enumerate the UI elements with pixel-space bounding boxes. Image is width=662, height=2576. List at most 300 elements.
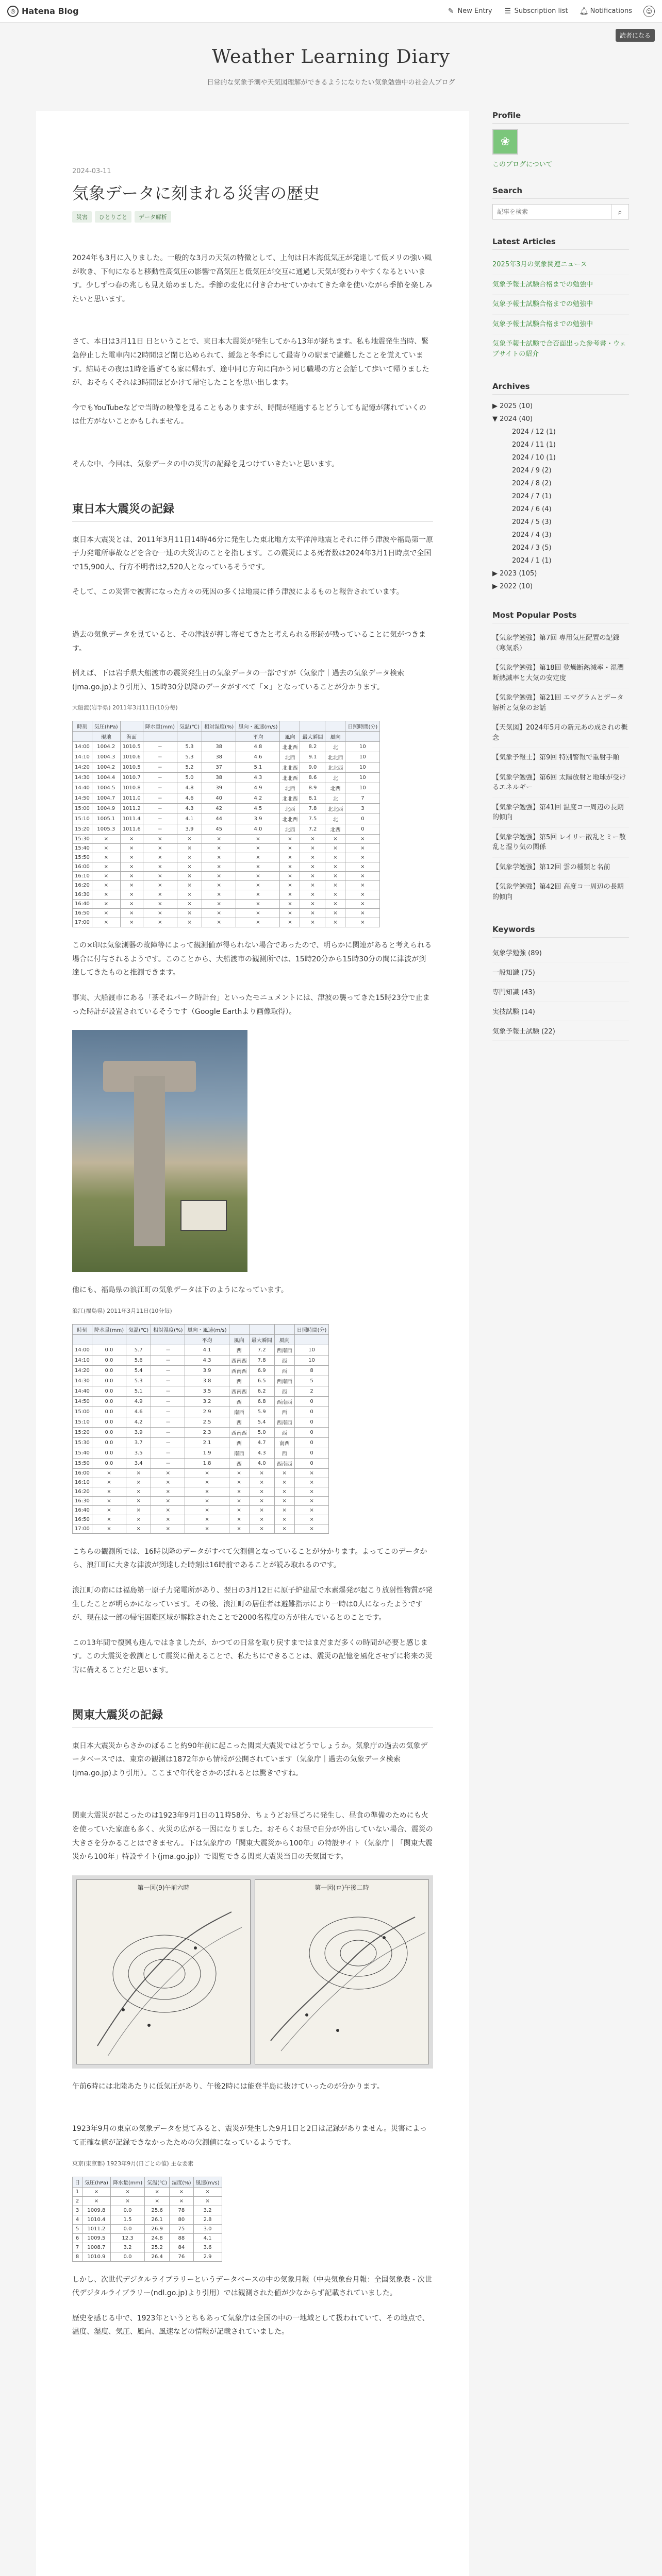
popular-post-link[interactable]: 【気象学勉強】第42回 高度コ一周辺の長期的傾向: [492, 877, 629, 907]
widget-title: Archives: [492, 382, 629, 395]
table-cell: ×: [120, 890, 143, 900]
table-cell: 6: [73, 2233, 82, 2243]
table-cell: ×: [325, 909, 345, 918]
table-cell: 76: [170, 2252, 193, 2261]
table-cell: ×: [300, 900, 325, 909]
table-cell: 7.2: [249, 1345, 274, 1355]
table-cell: 5.3: [177, 752, 202, 762]
table-cell: ×: [110, 2187, 144, 2196]
table-row: [73, 1478, 329, 1487]
table-cell: ×: [143, 853, 177, 862]
table-cell: ×: [325, 918, 345, 927]
table-header-cell: 最大瞬間: [300, 732, 325, 742]
table-cell: 西南西: [229, 1365, 249, 1376]
table-cell: ×: [185, 1515, 229, 1524]
table-cell: 15:20: [73, 824, 92, 835]
table-cell: ×: [177, 862, 202, 872]
table-cell: --: [143, 742, 177, 752]
popular-list: [492, 629, 629, 907]
archive-item[interactable]: ▶ 2023 (105): [492, 570, 537, 578]
table-cell: 14:20: [73, 1365, 92, 1376]
table-cell: 西: [229, 1345, 249, 1355]
table-header-cell: 気温(℃): [177, 721, 202, 732]
section-paragraph: 午前6時には北陸あたりに低気圧があり、午後2時には能登半島に抜けていったのが分かります。: [72, 2082, 384, 2091]
section-paragraph: 事実、大船渡市にある「茶そねパーク時計台」といったモニュメントには、津波の襲ってきた15時23分で止まった時計が設置されているそうです（Google Earthより画像取得）。: [72, 994, 430, 1016]
table-cell: 14:10: [73, 752, 92, 762]
table-cell: 1.8: [185, 1458, 229, 1468]
table-cell: 3.5: [126, 1448, 151, 1458]
table-cell: 12.3: [110, 2233, 144, 2243]
table-cell: 2.5: [185, 1417, 229, 1427]
notifications-link[interactable]: [580, 7, 632, 15]
table-cell: ×: [325, 853, 345, 862]
table-cell: 16:20: [73, 1487, 92, 1496]
table-header-cell: 気温(℃): [126, 1324, 151, 1334]
popular-post-link[interactable]: 【気象学勉強】第7回 専用気圧配置の記録（寒気系）: [492, 629, 629, 658]
table-cell: 0.0: [92, 1355, 126, 1365]
search-input[interactable]: [492, 204, 611, 219]
profile-avatar-icon[interactable]: ❀: [492, 129, 518, 155]
table-row: [73, 835, 380, 844]
intro-paragraph: さて、本日は3月11日 日ということで、東日本大震災が発生してから13年が経ちます。私も地震発生当時、緊急停止した電車内に2時間ほど閉じ込められて、緩急と冬季にして最寄りの駅まで避難したことを覚えています。結局その夜は1時を過ぎても家に帰れず、途中同じ方向に向かう同じ職場の方と会話して歩いて帰りましたが、おそらくそれは3時間ほどかけて帰宅したことを思い出します。: [72, 337, 429, 387]
table-cell: --: [151, 1458, 185, 1468]
latest-article-link[interactable]: 気象予報士試験合格までの勉強中: [492, 275, 629, 295]
table-cell: 1004.2: [92, 742, 120, 752]
table-cell: 16:40: [73, 1505, 92, 1515]
table-cell: 10: [345, 783, 380, 793]
table-header-cell: 風向・風速(m/s): [185, 1324, 229, 1334]
latest-article-link[interactable]: 2025年3月の気象関連ニュース: [492, 255, 629, 275]
section-paragraph: この13年間で復興も進んではきましたが、かつての日常を取り戻すまではまだまだ多くの時間が必要と感じます。この大震災を教訓として震災に備えることで、私たちにできることは、震災の記憶を風化させずに将来の災害に備えることだと思います。: [72, 1638, 433, 1674]
table-cell: 北西: [280, 824, 300, 835]
table-cell: 北北西: [280, 762, 300, 773]
new-entry-link[interactable]: [447, 7, 492, 15]
table-cell: 1004.2: [92, 762, 120, 773]
table-cell: ×: [92, 1505, 126, 1515]
table-cell: 0.0: [92, 1427, 126, 1437]
table-cell: ×: [143, 918, 177, 927]
article: [36, 111, 469, 2576]
table-cell: ×: [249, 1487, 274, 1496]
archive-item[interactable]: ▼ 2024 (40): [492, 415, 533, 423]
table-cell: ×: [280, 872, 300, 881]
table-cell: 7: [345, 793, 380, 804]
table-cell: 6.2: [249, 1386, 274, 1396]
table-cell: ×: [82, 2196, 111, 2206]
table-cell: 0: [294, 1406, 329, 1417]
table-header-cell: [177, 732, 202, 742]
table-cell: ×: [92, 1468, 126, 1478]
table-cell: 7: [73, 2243, 82, 2252]
table-cell: --: [143, 793, 177, 804]
table-cell: 4.9: [126, 1396, 151, 1406]
table-header-cell: [202, 732, 236, 742]
table-cell: ×: [345, 918, 380, 927]
table-cell: --: [143, 773, 177, 783]
archive-item[interactable]: 2024 / 7 (1): [512, 493, 552, 500]
popular-post-link[interactable]: 【気象学勉強】第5回 レイリー散乱とミー散乱と湿り気の関係: [492, 828, 629, 858]
popular-post-link[interactable]: 【気象学勉強】第21回 エマグラムとデータ解析と気象のお話: [492, 688, 629, 718]
table-header-cell: 気温(℃): [145, 2177, 170, 2187]
table-cell: 1011.6: [120, 824, 143, 835]
table-cell: ×: [345, 835, 380, 844]
table-cell: 10: [345, 773, 380, 783]
brand-name: Hatena Blog: [22, 6, 79, 16]
table-cell: ×: [185, 1468, 229, 1478]
archive-item[interactable]: 2024 / 5 (3): [512, 518, 552, 526]
table-cell: 15:30: [73, 835, 92, 844]
blog-header: [0, 46, 662, 87]
table-cell: ×: [82, 2187, 111, 2196]
section-paragraph: こちらの観測所では、16時以降のデータがすべて欠測値となっていることが分かります。よってこのデータから、浪江町に大きな津波が到達した時刻は16時前であることが読み取れるのです。: [72, 1547, 427, 1570]
table-header-cell: 現地: [92, 732, 120, 742]
user-menu-icon[interactable]: ☺: [643, 6, 655, 17]
archive-item[interactable]: ▶ 2025 (10): [492, 402, 533, 410]
table-cell: 0: [294, 1396, 329, 1406]
table-cell: 北西: [280, 804, 300, 814]
table-cell: 4.7: [249, 1437, 274, 1448]
table-cell: ×: [177, 872, 202, 881]
table-cell: 7.8: [300, 804, 325, 814]
table-cell: ×: [177, 844, 202, 853]
table-cell: 1004.3: [92, 752, 120, 762]
section-paragraph: 例えば、下は岩手県大船渡市の震災発生日の気象データの一部ですが（気象庁｜過去の気象データ検索(jma.go.jp)より引用）、15時30分以降のデータがすべて「×」となっていることが分かります。: [72, 669, 404, 691]
table-cell: 1010.5: [120, 742, 143, 752]
table-cell: ×: [143, 890, 177, 900]
table-cell: 北西: [280, 783, 300, 793]
table-row: [73, 1496, 329, 1505]
table-cell: ×: [345, 844, 380, 853]
table-cell: ×: [202, 900, 236, 909]
post-tags: [72, 211, 433, 223]
table-header-cell: [294, 1334, 329, 1345]
table-cell: 4.6: [177, 793, 202, 804]
table-cell: 26.4: [145, 2252, 170, 2261]
keyword-link[interactable]: 専門知識 (43): [492, 982, 629, 1002]
popular-post-link[interactable]: 【天気図】2024年5月の新元あの成されの概念: [492, 718, 629, 748]
table-cell: 1010.8: [120, 783, 143, 793]
subscription-list-link[interactable]: [504, 7, 568, 15]
table-row: [73, 742, 380, 752]
table-cell: ×: [236, 881, 280, 890]
table-cell: ×: [185, 1524, 229, 1533]
table-header-row: [73, 732, 380, 742]
table-cell: --: [151, 1376, 185, 1386]
table-cell: ×: [300, 909, 325, 918]
table-cell: 0.0: [92, 1396, 126, 1406]
weather-map-afternoon: [255, 1879, 429, 2064]
table-cell: --: [151, 1386, 185, 1396]
archive-item[interactable]: 2024 / 6 (4): [512, 505, 552, 513]
table-cell: 16:10: [73, 872, 92, 881]
table-header-row: [73, 721, 380, 732]
archive-item[interactable]: 2024 / 3 (5): [512, 544, 552, 552]
section-paragraph: 東日本大震災とは、2011年3月11日14時46分に発生した東北地方太平洋沖地震とそれに伴う津波や福島第一原子力発電所事故などを含む一連の大災害のことを指します。この震災による死者数は2024年3月1日時点で全国で15,900人、行方不明者は2,520人となっているそうです。: [72, 535, 433, 571]
table-cell: ×: [229, 1515, 249, 1524]
table-header-cell: 日照時間(分): [294, 1324, 329, 1334]
table-header-cell: [120, 721, 143, 732]
table-cell: ×: [345, 853, 380, 862]
blog-title[interactable]: Weather Learning Diary: [211, 46, 451, 67]
table-cell: 北北西: [280, 793, 300, 804]
section-paragraph: 歴史を感じる中で、1923年というとちもあって気象庁は全国の中の一地域として扱われていて、その地点で、温度、湿度、気圧、風向、風速などの情報が記載されていました。: [72, 2314, 429, 2336]
table-cell: 4.3: [236, 773, 280, 783]
table-cell: ×: [325, 835, 345, 844]
latest-article-link[interactable]: 気象予報士試験合格までの勉強中: [492, 295, 629, 315]
table-cell: ×: [345, 890, 380, 900]
popular-post-link[interactable]: 【気象学勉強】第6回 太陽放射と地球が受けるエネルギー: [492, 768, 629, 798]
archive-item[interactable]: 2024 / 8 (2): [512, 480, 552, 487]
table-cell: ×: [325, 890, 345, 900]
keyword-link[interactable]: 気象学勉強 (89): [492, 943, 629, 962]
table-cell: ×: [202, 890, 236, 900]
table-cell: 3.5: [185, 1386, 229, 1396]
weather-maps-figure: [72, 1875, 433, 2069]
table-cell: 0.0: [92, 1376, 126, 1386]
table-cell: ×: [202, 918, 236, 927]
table-cell: 3.9: [236, 814, 280, 824]
table-cell: ×: [325, 844, 345, 853]
table-row: [73, 814, 380, 824]
table-cell: ×: [274, 1468, 294, 1478]
table-cell: 0.0: [92, 1406, 126, 1417]
table-row: [73, 1515, 329, 1524]
popular-post-link[interactable]: 【気象予報士】第9回 特別警報で重射手順: [492, 748, 629, 768]
table-header-cell: 風向: [325, 732, 345, 742]
table-cell: 5.3: [126, 1376, 151, 1386]
table-row: [73, 2233, 222, 2243]
table-cell: ×: [280, 900, 300, 909]
table-header-cell: [73, 1334, 92, 1345]
table-cell: ×: [143, 872, 177, 881]
table-cell: 北: [325, 814, 345, 824]
post-date[interactable]: 2024-03-11: [72, 167, 111, 175]
table-cell: ×: [151, 1505, 185, 1515]
keyword-link[interactable]: 実技試験 (14): [492, 1002, 629, 1021]
table-cell: 5.6: [126, 1355, 151, 1365]
table-cell: 15:00: [73, 804, 92, 814]
post-title[interactable]: 気象データに刻まれる災害の歴史: [72, 183, 320, 203]
table-cell: 3.2: [193, 2206, 222, 2215]
table-cell: 4.5: [236, 804, 280, 814]
table-cell: 8.6: [300, 773, 325, 783]
popular-post-link[interactable]: 【気象学勉強】第18回 乾燥断熱減率・湿潤断熱減率と大気の安定度: [492, 658, 629, 688]
latest-article-link[interactable]: 気象予報士試験合格までの勉強中: [492, 315, 629, 335]
search-widget: [492, 186, 629, 219]
table-cell: 4.1: [185, 1345, 229, 1355]
table-cell: ×: [229, 1496, 249, 1505]
table-cell: 0.0: [92, 1345, 126, 1355]
tag-item[interactable]: データ解析: [135, 211, 171, 223]
table-cell: ×: [236, 872, 280, 881]
popular-post-link[interactable]: 【気象学勉強】第12回 雲の種類と名前: [492, 858, 629, 878]
table-cell: ×: [92, 835, 120, 844]
monument-sign: [180, 1200, 227, 1231]
table-cell: 0: [294, 1458, 329, 1468]
table-cell: ×: [145, 2196, 170, 2206]
table-cell: 88: [170, 2233, 193, 2243]
table-cell: 44: [202, 814, 236, 824]
table-cell: --: [151, 1345, 185, 1355]
archive-item[interactable]: 2024 / 12 (1): [512, 428, 556, 436]
table-cell: 1010.7: [120, 773, 143, 783]
table-cell: ×: [151, 1487, 185, 1496]
table-cell: 西: [274, 1406, 294, 1417]
table-cell: 26.1: [145, 2215, 170, 2224]
table-cell: 西: [274, 1386, 294, 1396]
table-cell: 2.1: [185, 1437, 229, 1448]
table-cell: ×: [170, 2187, 193, 2196]
table-cell: 5.2: [177, 762, 202, 773]
table-cell: ×: [170, 2196, 193, 2206]
table-cell: 14:30: [73, 1376, 92, 1386]
table-row: [73, 1396, 329, 1406]
table-cell: --: [151, 1365, 185, 1376]
about-blog-link[interactable]: [492, 159, 629, 168]
archive-item[interactable]: 2024 / 1 (1): [512, 557, 552, 565]
table-row: [73, 2252, 222, 2261]
table-cell: ×: [120, 872, 143, 881]
table-cell: ×: [92, 900, 120, 909]
table-cell: 1011.0: [120, 793, 143, 804]
table-cell: ×: [177, 900, 202, 909]
table-row: [73, 804, 380, 814]
table-cell: ×: [202, 909, 236, 918]
table-cell: --: [143, 752, 177, 762]
table-cell: ×: [126, 1515, 151, 1524]
table-cell: 14:40: [73, 1386, 92, 1396]
table-cell: --: [143, 783, 177, 793]
table-cell: 4.2: [236, 793, 280, 804]
table-header-cell: 風向・風速(m/s): [236, 721, 280, 732]
hatena-logo-icon: ◎: [7, 6, 19, 17]
latest-article-link[interactable]: 気象予報士試験で合否面出った参考書・ウェブサイトの紹介: [492, 334, 629, 364]
table-row: [73, 1524, 329, 1533]
table-cell: 5.4: [126, 1365, 151, 1376]
table-cell: ×: [92, 1496, 126, 1505]
table-cell: 1.5: [110, 2215, 144, 2224]
table-cell: 3.0: [193, 2224, 222, 2233]
table-cell: 37: [202, 762, 236, 773]
table-cell: ×: [249, 1468, 274, 1478]
table-cell: 0.0: [92, 1386, 126, 1396]
table-cell: ×: [151, 1468, 185, 1478]
table-cell: 39: [202, 783, 236, 793]
table-cell: 0: [294, 1417, 329, 1427]
table-cell: 0.0: [110, 2206, 144, 2215]
table-row: [73, 1386, 329, 1396]
table-row: [73, 1427, 329, 1437]
table-cell: ×: [143, 900, 177, 909]
table-cell: 14:00: [73, 1345, 92, 1355]
search-button[interactable]: [611, 204, 629, 219]
table-cell: ×: [193, 2187, 222, 2196]
widget-title: Search: [492, 186, 629, 199]
table-cell: ×: [120, 900, 143, 909]
table-cell: ×: [143, 881, 177, 890]
table-cell: 5.4: [249, 1417, 274, 1427]
table-cell: ×: [202, 853, 236, 862]
table-cell: 西: [229, 1396, 249, 1406]
archives-widget: [492, 382, 629, 593]
table-cell: 8.1: [300, 793, 325, 804]
table-row: [73, 1487, 329, 1496]
table-header-cell: [229, 1324, 249, 1334]
keywords-widget: [492, 925, 629, 1041]
subscribe-button[interactable]: 読者になる: [616, 29, 655, 42]
widget-title: Latest Articles: [492, 237, 629, 250]
table-cell: 西: [229, 1437, 249, 1448]
table-row: [73, 890, 380, 900]
table-cell: 0.0: [92, 1448, 126, 1458]
table-cell: 1010.6: [120, 752, 143, 762]
table-cell: 5.3: [177, 742, 202, 752]
bell-icon: 🔔︎: [579, 7, 589, 15]
table-cell: 3: [345, 804, 380, 814]
keyword-link[interactable]: 一般知識 (75): [492, 962, 629, 982]
table-cell: 3.7: [126, 1437, 151, 1448]
tag-item[interactable]: 災害: [72, 211, 92, 223]
table-cell: ×: [280, 853, 300, 862]
archive-item[interactable]: 2024 / 4 (3): [512, 531, 552, 539]
table-cell: ×: [202, 872, 236, 881]
table-row: [73, 1458, 329, 1468]
table-cell: 4.3: [185, 1355, 229, 1365]
archive-item[interactable]: ▶ 2022 (10): [492, 583, 533, 590]
tag-item[interactable]: ひとりごと: [95, 211, 131, 223]
table-cell: 0.0: [110, 2252, 144, 2261]
table-header-cell: 最大瞬間: [249, 1334, 274, 1345]
table-header-cell: 降水量(mm): [143, 721, 177, 732]
hatena-brand[interactable]: [7, 6, 79, 17]
table-cell: 北西: [325, 824, 345, 835]
intro-paragraph: 今でもYouTubeなどで当時の映像を見ることもありますが、時間が経過するとどうしても記憶が薄れていくのは仕方がないことかもしれません。: [72, 403, 426, 426]
table-cell: 8.2: [300, 742, 325, 752]
table-cell: 1004.5: [92, 783, 120, 793]
table-cell: ×: [274, 1478, 294, 1487]
table-row: [73, 824, 380, 835]
table-cell: 6.8: [249, 1396, 274, 1406]
section-paragraph: 東日本大震災からさかのぼること約90年前に起こった関東大震災ではどうでしょうか。気象庁の過去の気象データベースでは、東京の観測は1872年から情報が公開されています（気象庁｜過去の気象データ検索(jma.go.jp)より引用）。ここまで年代をさかのぼれるとは驚きですね。: [72, 1741, 428, 1777]
table-cell: 10: [345, 762, 380, 773]
table-cell: 16:40: [73, 900, 92, 909]
about-blog-link-text[interactable]: このブログについて: [492, 161, 553, 168]
table-header-cell: [280, 721, 300, 732]
table-header-cell: 風速(m/s): [193, 2177, 222, 2187]
table-cell: ×: [325, 881, 345, 890]
table-cell: ×: [185, 1478, 229, 1487]
table-cell: 10: [345, 742, 380, 752]
popular-post-link[interactable]: 【気象学勉強】第41回 温度コ一周辺の長期的傾向: [492, 798, 629, 828]
table-cell: 1009.5: [82, 2233, 111, 2243]
table-row: [73, 881, 380, 890]
weather-map-morning: [76, 1879, 251, 2064]
table-cell: ×: [345, 862, 380, 872]
table-cell: ×: [126, 1468, 151, 1478]
table-cell: 西南西: [274, 1345, 294, 1355]
section-paragraph: そして、この災害で被害になった方々の死因の多くは地震に伴う津波によるものと報告されています。: [72, 588, 404, 597]
table-cell: ×: [280, 909, 300, 918]
table-cell: ×: [202, 862, 236, 872]
section-paragraph: 1923年9月の東京の気象データを見てみると、震災が発生した9月1日と2日は記録がありません。災害によって正確な値が記録できなかったための欠測値になっているようです。: [72, 2125, 427, 2147]
table-caption: 東京(東京都) 1923年9月(日ごとの値) 主な要素: [72, 2160, 194, 2167]
archive-item[interactable]: 2024 / 10 (1): [512, 454, 556, 462]
table-header-cell: [126, 1334, 151, 1345]
widget-title: Most Popular Posts: [492, 611, 629, 623]
archive-item[interactable]: 2024 / 11 (1): [512, 441, 556, 449]
keyword-link[interactable]: 気象予報士試験 (22): [492, 1021, 629, 1041]
archive-item[interactable]: 2024 / 9 (2): [512, 467, 552, 474]
